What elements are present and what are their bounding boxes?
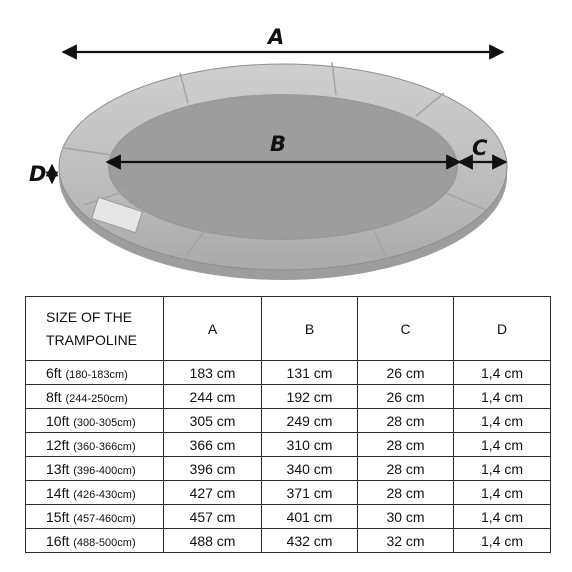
header-a: A bbox=[164, 297, 262, 361]
cell-a: 488 cm bbox=[164, 529, 262, 553]
cell-a: 305 cm bbox=[164, 409, 262, 433]
header-d: D bbox=[454, 297, 551, 361]
cell-d: 1,4 cm bbox=[454, 505, 551, 529]
header-b: B bbox=[262, 297, 358, 361]
size-cell: 10ft (300-305cm) bbox=[26, 409, 164, 433]
cell-a: 427 cm bbox=[164, 481, 262, 505]
cell-b: 310 cm bbox=[262, 433, 358, 457]
size-cell: 8ft (244-250cm) bbox=[26, 385, 164, 409]
table-row bbox=[26, 481, 551, 505]
table-row bbox=[26, 409, 551, 433]
cell-c: 30 cm bbox=[358, 505, 454, 529]
size-cell: 15ft (457-460cm) bbox=[26, 505, 164, 529]
table-header-row bbox=[26, 297, 551, 361]
size-cell: 6ft (180-183cm) bbox=[26, 361, 164, 385]
header-size bbox=[26, 297, 164, 361]
cell-d: 1,4 cm bbox=[454, 361, 551, 385]
cell-c: 26 cm bbox=[358, 385, 454, 409]
cell-d: 1,4 cm bbox=[454, 457, 551, 481]
size-cell: 16ft (488-500cm) bbox=[26, 529, 164, 553]
cell-b: 432 cm bbox=[262, 529, 358, 553]
cell-b: 340 cm bbox=[262, 457, 358, 481]
table-row bbox=[26, 361, 551, 385]
dimension-a-label: A bbox=[268, 25, 285, 49]
cell-a: 244 cm bbox=[164, 385, 262, 409]
table-row bbox=[26, 385, 551, 409]
cell-b: 371 cm bbox=[262, 481, 358, 505]
header-c: C bbox=[358, 297, 454, 361]
cell-a: 183 cm bbox=[164, 361, 262, 385]
header-size-line2: TRAMPOLINE bbox=[46, 331, 138, 348]
cell-c: 28 cm bbox=[358, 409, 454, 433]
cell-b: 401 cm bbox=[262, 505, 358, 529]
cell-d: 1,4 cm bbox=[454, 409, 551, 433]
table-row bbox=[26, 505, 551, 529]
size-table bbox=[25, 296, 551, 553]
cell-a: 457 cm bbox=[164, 505, 262, 529]
cell-c: 32 cm bbox=[358, 529, 454, 553]
size-cell: 12ft (360-366cm) bbox=[26, 433, 164, 457]
cell-d: 1,4 cm bbox=[454, 433, 551, 457]
cell-d: 1,4 cm bbox=[454, 481, 551, 505]
dimension-d-label: D bbox=[29, 162, 47, 186]
cell-c: 28 cm bbox=[358, 457, 454, 481]
cell-a: 366 cm bbox=[164, 433, 262, 457]
cell-d: 1,4 cm bbox=[454, 385, 551, 409]
table-row bbox=[26, 433, 551, 457]
size-cell: 14ft (426-430cm) bbox=[26, 481, 164, 505]
dimension-c-label: C bbox=[472, 136, 488, 160]
cell-a: 396 cm bbox=[164, 457, 262, 481]
cell-b: 192 cm bbox=[262, 385, 358, 409]
header-size-line1: SIZE OF THE bbox=[46, 309, 133, 326]
cell-c: 26 cm bbox=[358, 361, 454, 385]
dimension-b-label: B bbox=[270, 132, 287, 156]
cell-b: 131 cm bbox=[262, 361, 358, 385]
size-cell: 13ft (396-400cm) bbox=[26, 457, 164, 481]
cell-b: 249 cm bbox=[262, 409, 358, 433]
cell-d: 1,4 cm bbox=[454, 529, 551, 553]
table-row bbox=[26, 457, 551, 481]
table-row bbox=[26, 529, 551, 553]
cell-c: 28 cm bbox=[358, 433, 454, 457]
cell-c: 28 cm bbox=[358, 481, 454, 505]
